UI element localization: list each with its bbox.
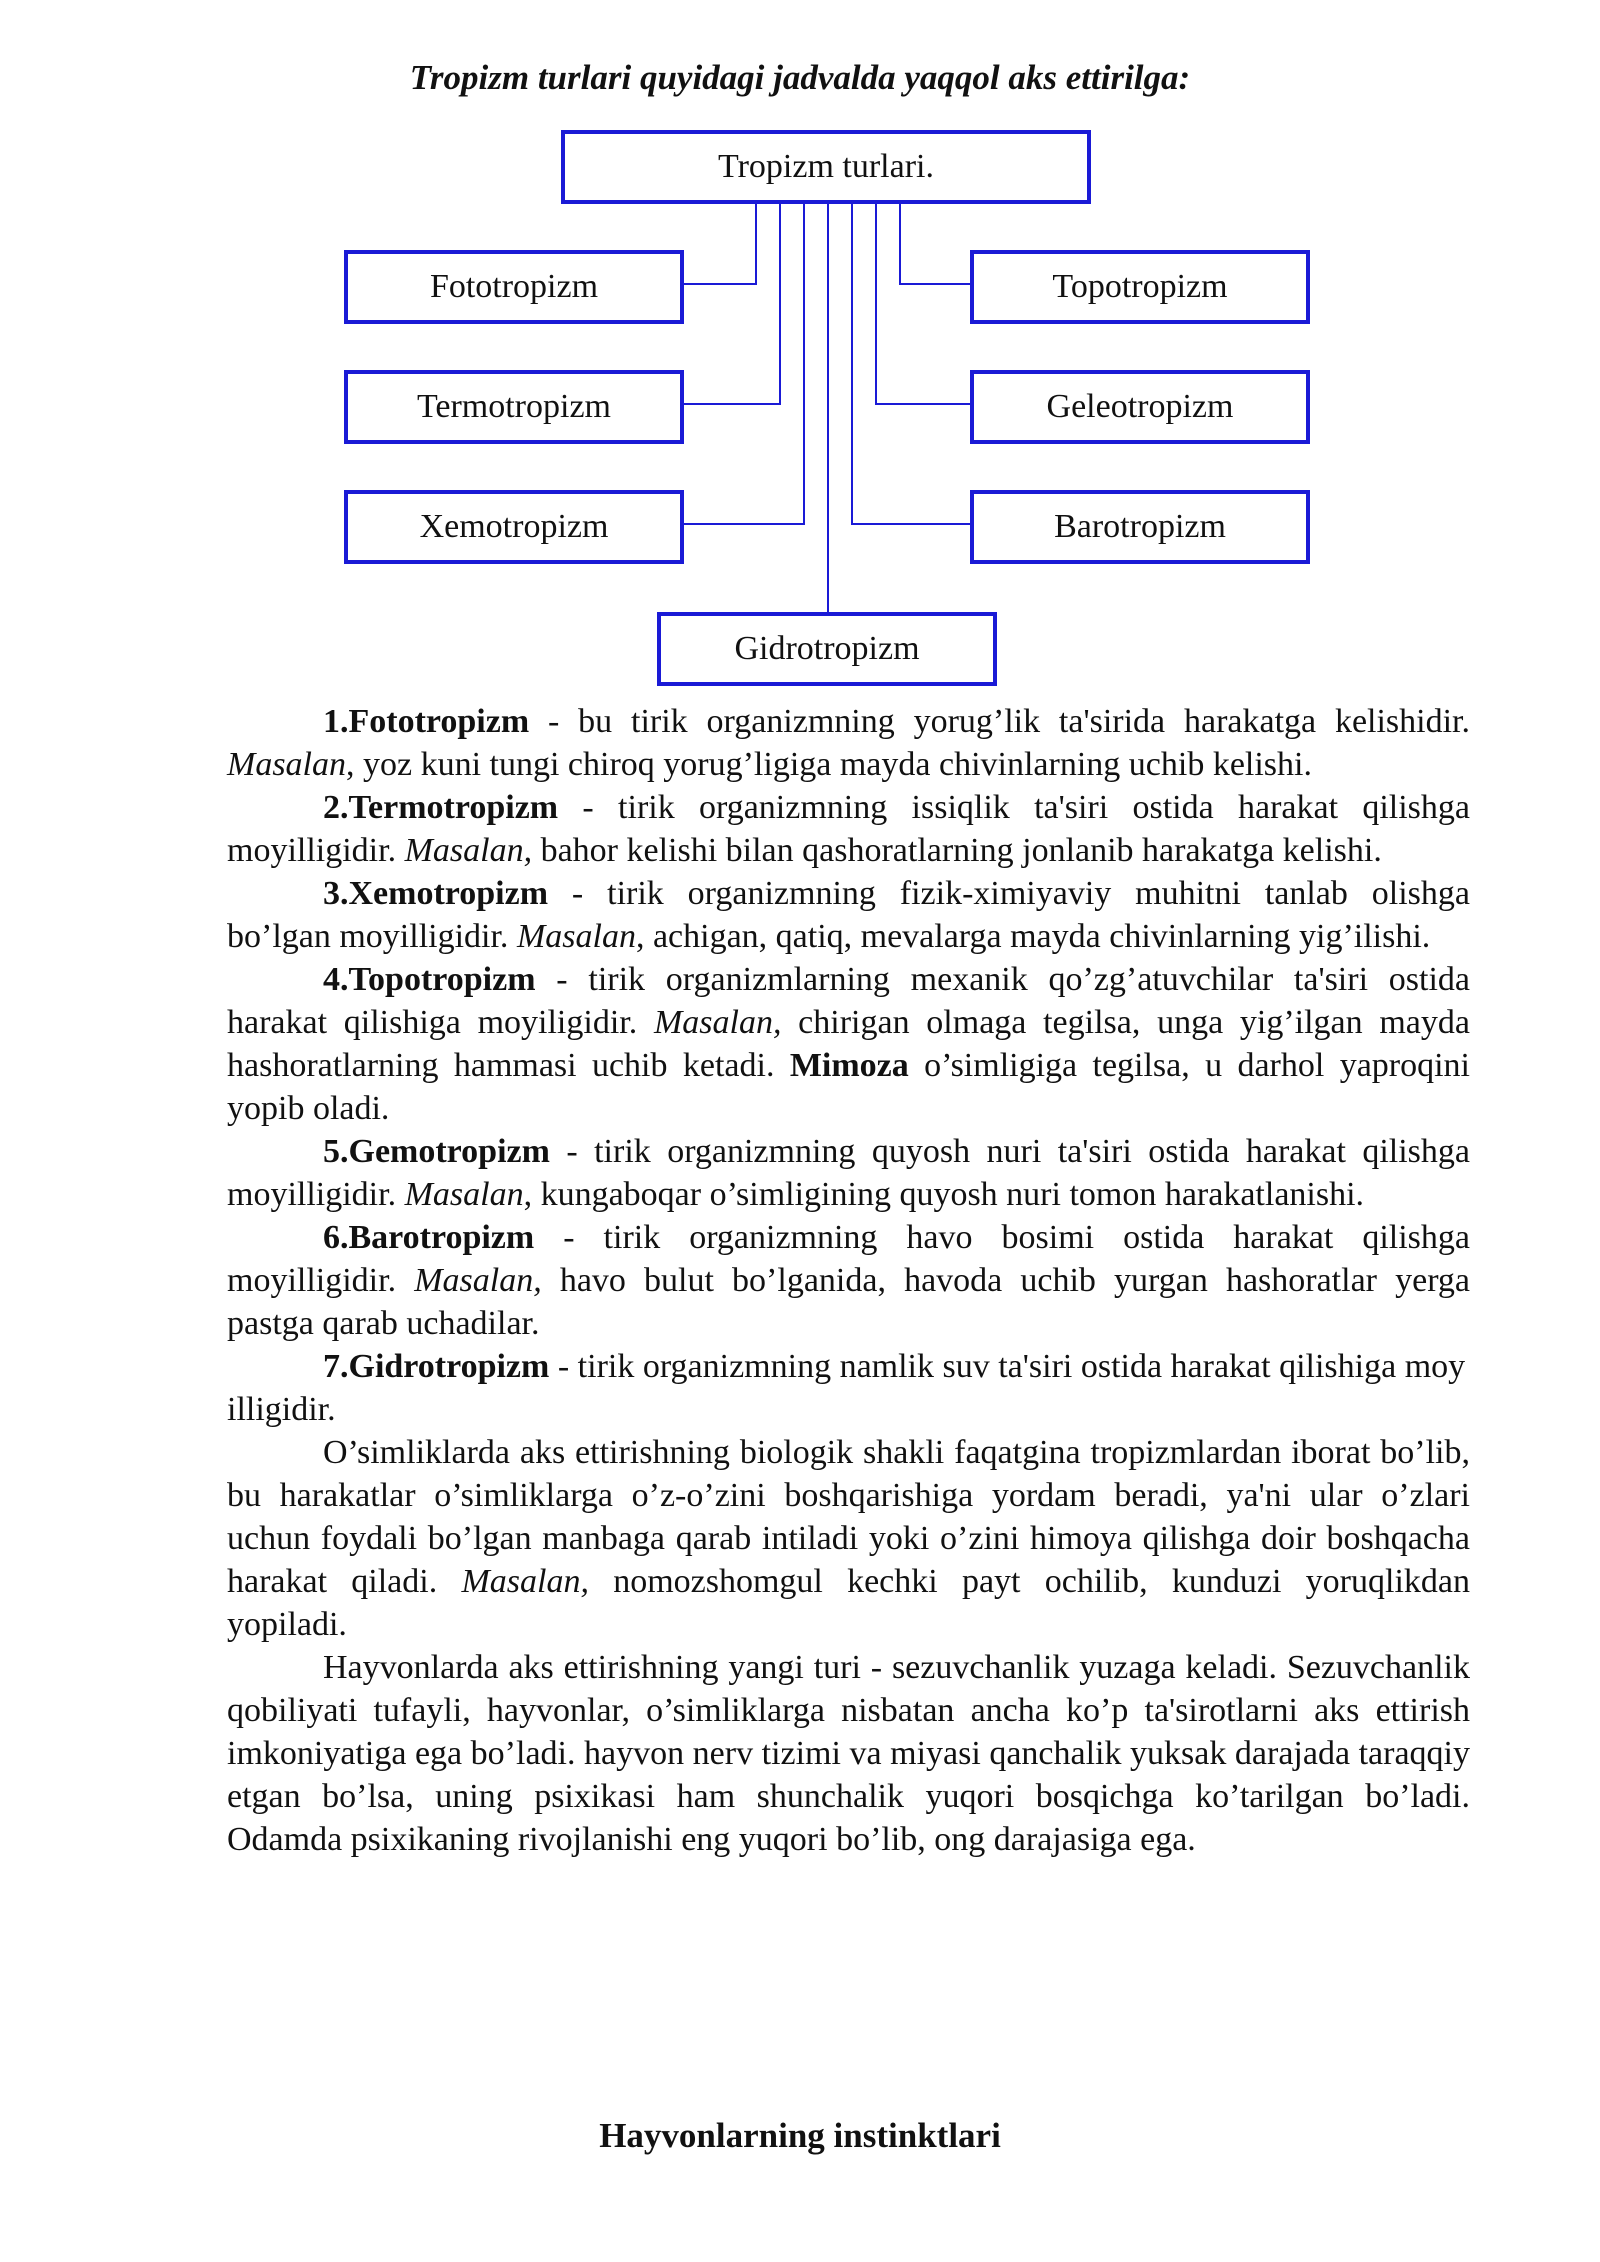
- box-termotropizm: Termotropizm: [344, 370, 684, 444]
- page-heading: Tropizm turlari quyidagi jadvalda yaqqol aks ettirilga:: [409, 58, 1191, 97]
- item-paragraph: 2.Termotropizm - tirik organizmning issiqlik ta'siri ostida harakat qilishga moyilligidir. Masalan, bahor kelishi bilan qashoratlarning jonlanib harakatga kelishi.: [227, 789, 1470, 869]
- term: 7.Gidrotropizm: [323, 1348, 550, 1385]
- term: 6.Barotropizm: [323, 1219, 535, 1256]
- term: 4.Topotropizm: [323, 961, 536, 998]
- plants-paragraph: O’simliklarda aks ettirishning biologik shakli faqatgina tropizmlardan iborat bo’lib, bu harakatlar o’simliklarga o’z-o’zini boshqarishiga yordam beradi, ya'ni ular o’zlari uchun foydali bo’lgan manbaga qarab intiladi yoki o’zini himoya qilishga doir boshqacha harakat qiladi. Masalan, nomozshomgul kechki payt ochilib, kunduzi yoruqlikdan yopiladi.: [227, 1434, 1470, 1643]
- term: 3.Xemotropizm: [323, 875, 549, 912]
- item-continuation: illigidir.: [227, 1391, 336, 1428]
- term: 1.Fototropizm: [323, 703, 530, 740]
- example-label: Masalan,: [404, 832, 533, 869]
- item-paragraph: 6.Barotropizm - tirik organizmning havo bosimi ostida harakat qilishga moyilligidir. Masalan, havo bulut bo’lganida, havoda uchib yurgan hashoratlar yerga pastga qarab uchadilar.: [227, 1219, 1471, 1342]
- example-label: Masalan,: [653, 1004, 782, 1041]
- item-paragraph: 4.Topotropizm - tirik organizmlarning mexanik qo’zg’atuvchilar ta'siri ostida harakat qilishiga moyiligidir. Masalan, chirigan olmaga tegilsa, unga yig’ilgan mayda hashoratlarning hammasi uchib ketadi. Mimoza o’simligiga tegilsa, u darhol yaproqini yopib oladi.: [227, 961, 1470, 1127]
- item-paragraph: 5.Gemotropizm - tirik organizmning quyosh nuri ta'siri ostida harakat qilishga moyilligidir. Masalan, kungaboqar o’simligining quyosh nuri tomon harakatlanishi.: [227, 1133, 1470, 1213]
- term: 2.Termotropizm: [323, 789, 559, 826]
- box-topotropizm: Topotropizm: [970, 250, 1310, 324]
- example-label: Masalan: [516, 918, 636, 955]
- box-barotropizm: Barotropizm: [970, 490, 1310, 564]
- animals-paragraph: Hayvonlarda aks ettirishning yangi turi - sezuvchanlik yuzaga keladi. Sezuvchanlik qobiliyati tufayli, hayvonlar, o’simliklarga nisbatan ancha ko’p ta'sirotlarni aks ettirish imkoniyatiga ega bo’ladi. hayvon nerv tizimi va miyasi qanchalik yuksak darajada taraqqiy etgan bo’lsa, uning psixikasi ham shunchalik yuqori bosqichga ko’tarilgan bo’ladi. Odamda psixikaning rivojlanishi eng yuqori bo’lib, ong darajasiga ega.: [227, 1649, 1470, 1858]
- section-title: Hayvonlarning instinktlari: [599, 2116, 1001, 2155]
- example-label: Masalan: [227, 746, 346, 783]
- connector-fototropizm: [684, 204, 756, 284]
- example-label: Masalan: [404, 1176, 524, 1213]
- mimoza-term: Mimoza: [789, 1047, 909, 1084]
- connector-geleotropizm: [876, 204, 970, 404]
- box-xemotropizm: Xemotropizm: [344, 490, 684, 564]
- box-gidrotropizm: Gidrotropizm: [657, 612, 997, 686]
- term: 5.Gemotropizm: [323, 1133, 550, 1170]
- connector-xemotropizm: [684, 204, 804, 524]
- box-geleotropizm: Geleotropizm: [970, 370, 1310, 444]
- example-label: Masalan,: [414, 1262, 542, 1299]
- body-text: [227, 700, 1470, 1861]
- box-fototropizm: Fototropizm: [344, 250, 684, 324]
- item-paragraph: 7.Gidrotropizm - tirik organizmning namlik suv ta'siri ostida harakat qilishiga moy: [323, 1348, 1466, 1385]
- example-label: Masalan,: [461, 1563, 589, 1600]
- connector-topotropizm: [900, 204, 970, 284]
- connector-termotropizm: [684, 204, 780, 404]
- item-paragraph: 1.Fototropizm - bu tirik organizmning yorug’lik ta'sirida harakatga kelishidir. Masalan, yoz kuni tungi chiroq yorug’ligiga mayda chivinlarning uchib kelishi.: [227, 703, 1470, 783]
- item-paragraph: 3.Xemotropizm - tirik organizmning fizik-ximiyaviy muhitni tanlab olishga bo’lgan moyilligidir. Masalan, achigan, qatiq, mevalarga mayda chivinlarning yig’ilishi.: [227, 875, 1470, 955]
- connector-barotropizm: [852, 204, 970, 524]
- diagram-root-box: Tropizm turlari.: [561, 130, 1091, 204]
